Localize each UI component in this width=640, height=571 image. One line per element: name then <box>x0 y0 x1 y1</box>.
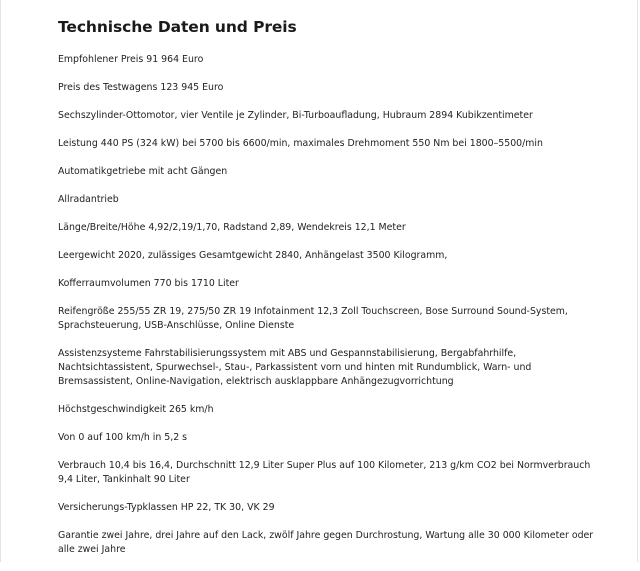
spec-insurance: Versicherungs-Typklassen HP 22, TK 30, VK 29 <box>58 502 275 513</box>
spec-tires-infotainment: Reifengröße 255/55 ZR 19, 275/50 ZR 19 Infotainment 12,3 Zoll Touchscreen, Bose Surround Sound-System, Sprachsteuerung, USB-Anschlüsse, Online Dienste <box>58 306 568 331</box>
spec-top-speed: Höchstgeschwindigkeit 265 km/h <box>58 404 214 415</box>
spec-drive: Allradantrieb <box>58 194 119 205</box>
spec-acceleration: Von 0 auf 100 km/h in 5,2 s <box>58 432 188 443</box>
spec-consumption: Verbrauch 10,4 bis 16,4, Durchschnitt 12,9 Liter Super Plus auf 100 Kilometer, 213 g/km CO2 bei Normverbrauch 9,4 Liter, Tankinhalt 90 Liter <box>58 460 591 485</box>
spec-warranty: Garantie zwei Jahre, drei Jahre auf den Lack, zwölf Jahre gegen Durchrostung, Wartung alle 30 000 Kilometer oder alle zwei Jahre <box>58 530 594 555</box>
spec-weight: Leergewicht 2020, zulässiges Gesamtgewicht 2840, Anhängelast 3500 Kilogramm, <box>58 250 448 261</box>
spec-list <box>58 53 598 557</box>
spec-assistance: Assistenzsysteme Fahrstabilisierungssystem mit ABS und Gespannstabilisierung, Bergabfahrhilfe, Nachtsichtassistent, Spurwechsel-, Stau-, Parkassistent vorn und hinten mit Rundumblick, Warn- und Bremsassistent, Online-Navigation, elektrisch ausklappbare Anhängezugvorrichtung <box>58 348 532 387</box>
spec-price: Empfohlener Preis 91 964 Euro <box>58 54 204 65</box>
spec-power: Leistung 440 PS (324 kW) bei 5700 bis 6600/min, maximales Drehmoment 550 Nm bei 1800–5500/min <box>58 138 543 149</box>
spec-article <box>58 16 598 571</box>
section-title: Technische Daten und Preis <box>58 18 297 36</box>
spec-trunk: Kofferraumvolumen 770 bis 1710 Liter <box>58 278 239 289</box>
spec-transmission: Automatikgetriebe mit acht Gängen <box>58 166 228 177</box>
spec-dimensions: Länge/Breite/Höhe 4,92/2,19/1,70, Radstand 2,89, Wendekreis 12,1 Meter <box>58 222 406 233</box>
spec-engine: Sechszylinder-Ottomotor, vier Ventile je Zylinder, Bi-Turboaufladung, Hubraum 2894 Kubikzentimeter <box>58 110 533 121</box>
spec-test-price: Preis des Testwagens 123 945 Euro <box>58 82 224 93</box>
